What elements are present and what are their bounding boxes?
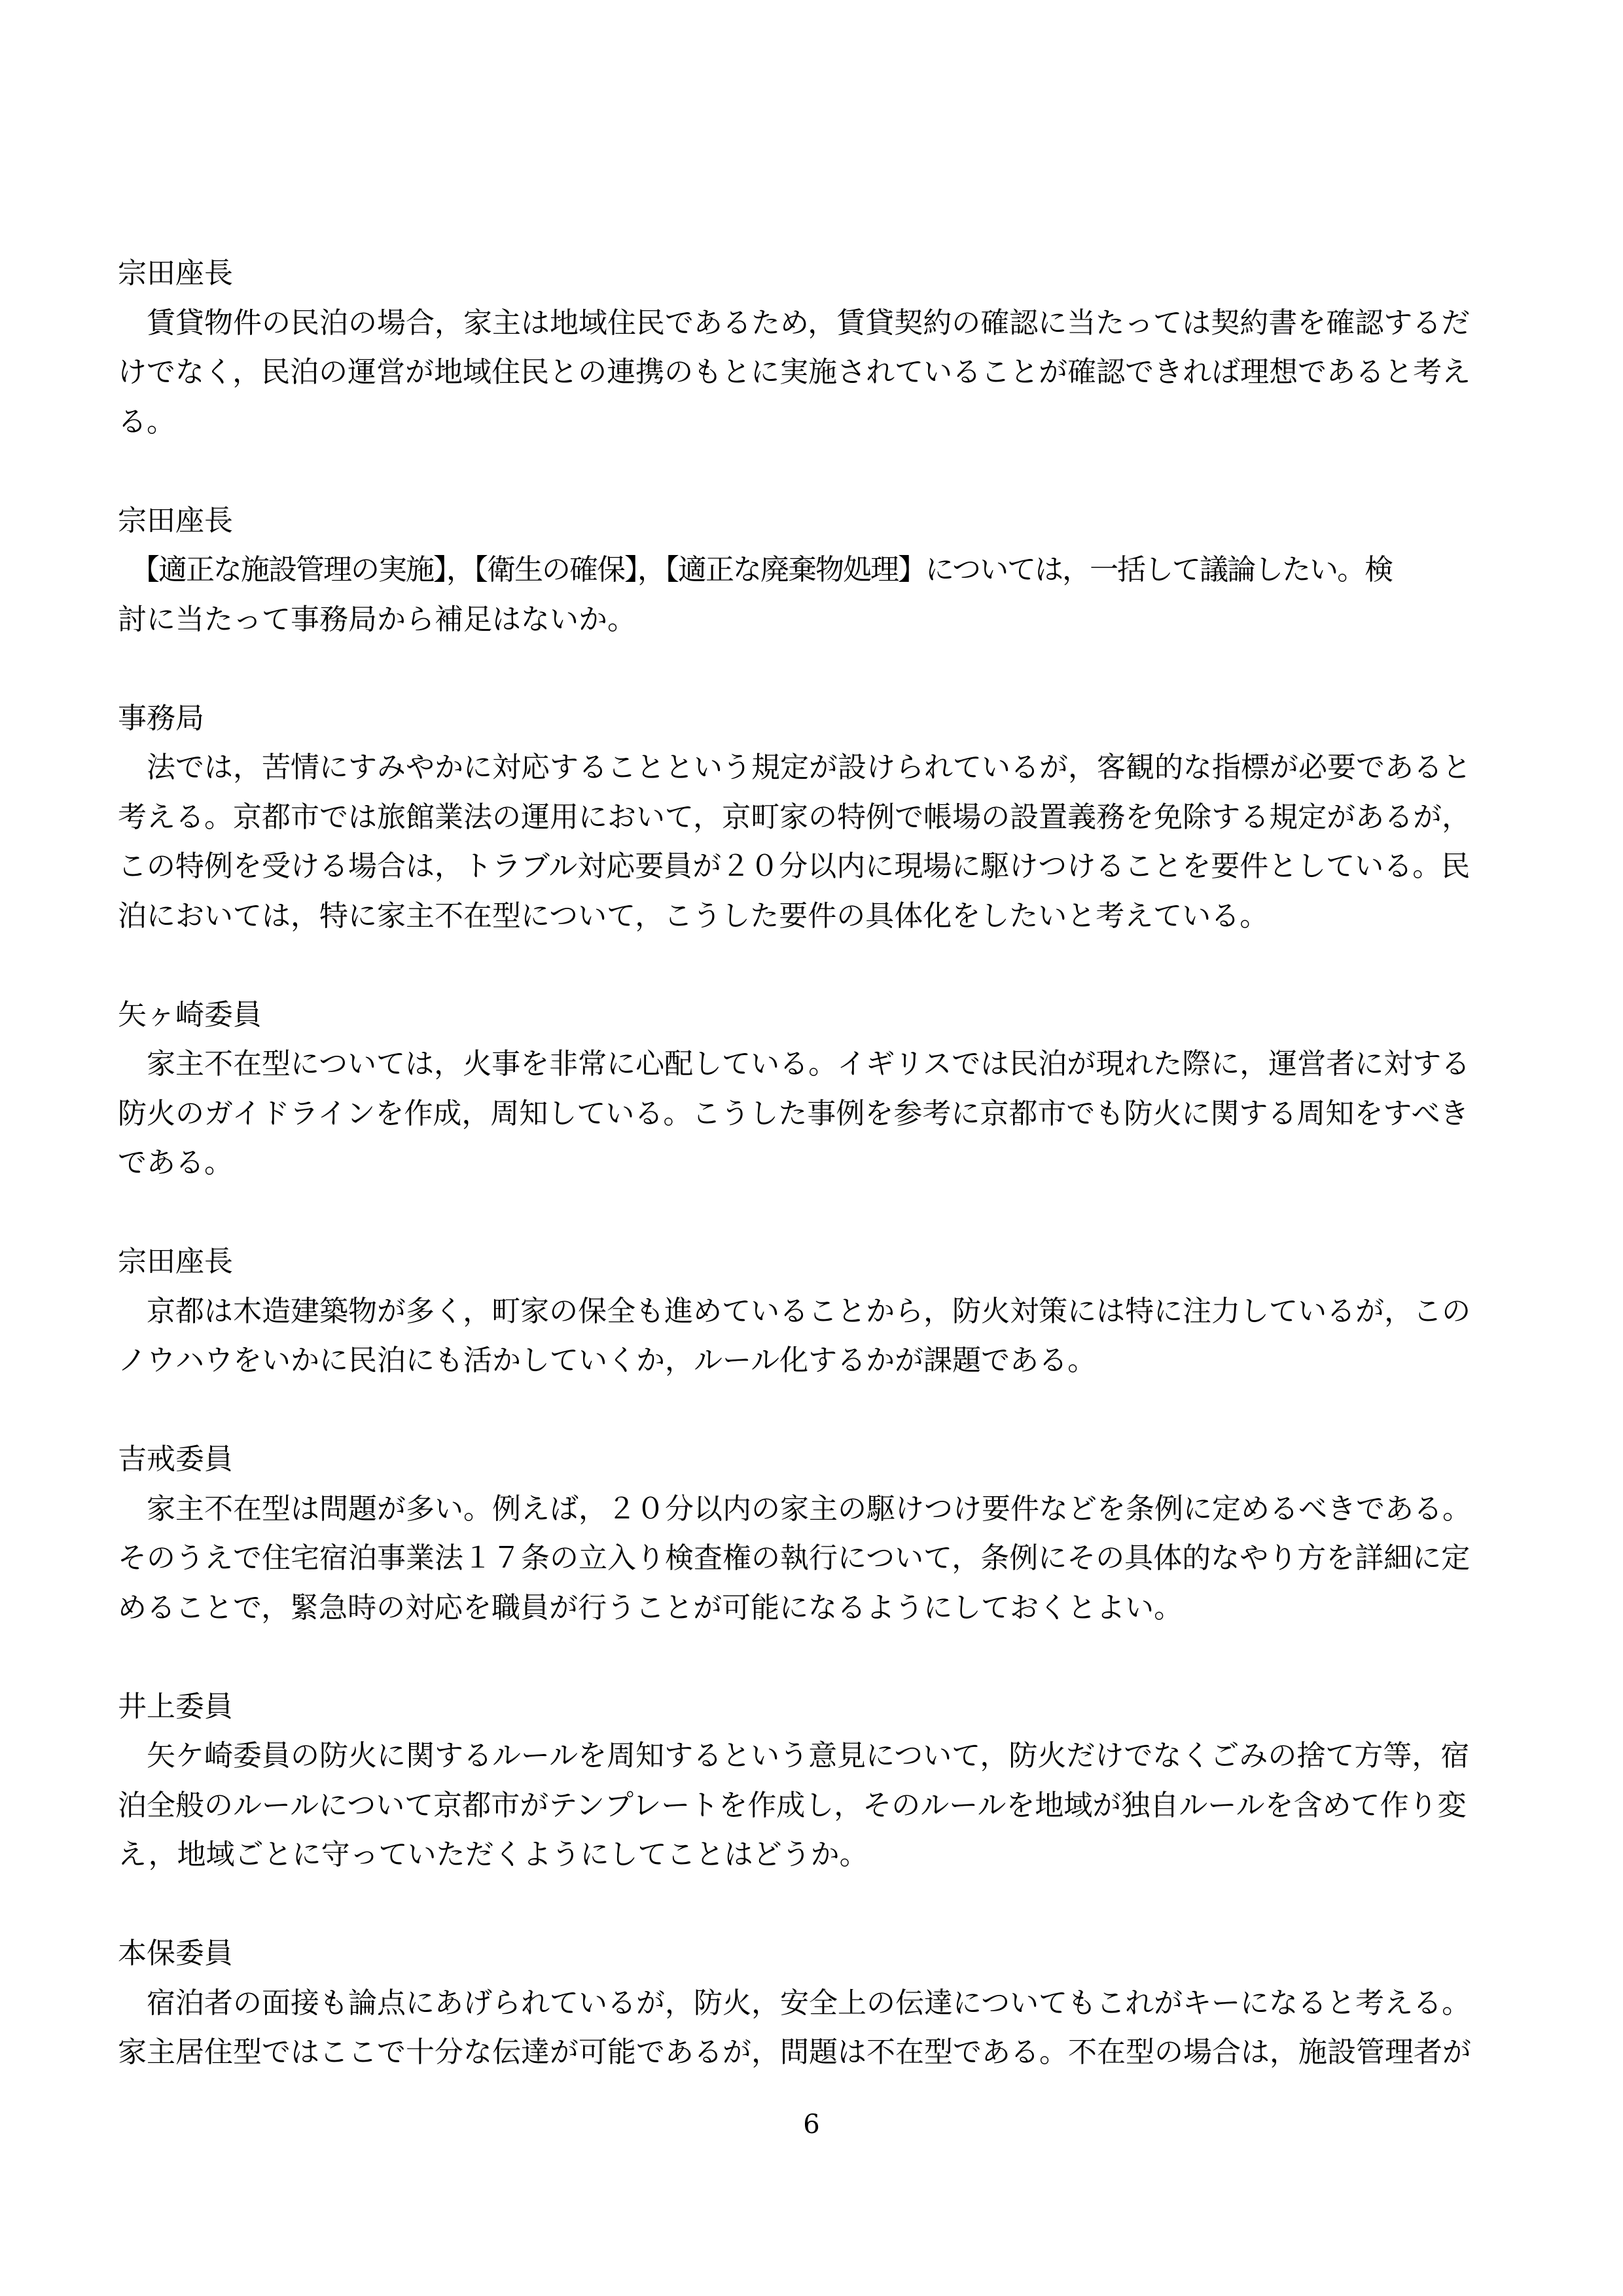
statement-line: 防火のガイドラインを作成，周知している。こうした事例を参考に京都市でも防火に関する周知をすべき [118, 1096, 1469, 1130]
statement-line: る。 [118, 404, 175, 439]
statement-line: この特例を受ける場合は，トラブル対応要員が２０分以内に現場に駆けつけることを要件としている。民 [118, 850, 1471, 883]
statement-line: 矢ケ崎委員の防火に関するルールを周知するという意見について，防火だけでなくごみの捨て方等，宿 [118, 1739, 1470, 1772]
speaker-name: 宗田座長 [118, 257, 233, 290]
statement-line: 家主居住型ではここで十分な伝達が可能であるが，問題は不在型である。不在型の場合は，施設管理者が [118, 2036, 1471, 2069]
speaker-name: 本保委員 [118, 1937, 233, 1970]
statement-line: 京都は木造建築物が多く，町家の保全も進めていることから，防火対策には特に注力しているが，この [118, 1294, 1471, 1328]
statement-line: 賃貸物件の民泊の場合，家主は地域住民であるため，賃貸契約の確認に当たっては契約書を確認するだ [118, 306, 1471, 340]
speaker-name: 井上委員 [118, 1689, 233, 1723]
statement-line: ノウハウをいかに民泊にも活かしていくか，ルール化するかが課題である。 [118, 1344, 1097, 1377]
speaker-name: 宗田座長 [118, 1245, 233, 1278]
statement-line: である。 [118, 1146, 233, 1179]
statement-line: めることで，緊急時の対応を職員が行うことが可能になるようにしておくとよい。 [118, 1590, 1183, 1624]
statement-line: え，地域ごとに守っていただくようにしてことはどうか。 [118, 1838, 868, 1871]
speaker-block [118, 990, 1486, 1188]
statement-line: 宿泊者の面接も論点にあげられているが，防火，安全上の伝達についてもこれがキーになると考える。 [118, 1986, 1471, 2020]
statement-line: けでなく，民泊の運営が地域住民との連携のもとに実施されていることが確認できれば理想であると考え [118, 355, 1471, 389]
statement-line: 泊全般のルールについて京都市がテンプレートを作成し，そのルールを地域が独自ルールを含めて作り変 [118, 1788, 1467, 1822]
speaker-name: 宗田座長 [118, 503, 233, 537]
statement-line: 考える。京都市では旅館業法の運用において，京町家の特例で帳場の設置義務を免除する規定があるが， [118, 800, 1471, 834]
minutes-body [118, 249, 1486, 2077]
speaker-block [118, 249, 1486, 446]
statement-line: そのうえで住宅宿泊事業法１７条の立入り検査権の執行について，条例にその具体的なやり方を詳細に定 [118, 1541, 1471, 1575]
statement-line: 討に当たって事務局から補足はないか。 [118, 602, 636, 636]
statement-line: 家主不在型については，火事を非常に心配している。イギリスでは民泊が現れた際に，運営者に対する [118, 1047, 1471, 1081]
speaker-block [118, 496, 1486, 645]
speaker-block [118, 1929, 1486, 2077]
speaker-block [118, 1237, 1486, 1386]
speaker-block [118, 694, 1486, 941]
statement-line: 【適正な施設管理の実施】，【衛生の確保】，【適正な廃棄物処理】については，一括して議論したい。検 [118, 553, 1393, 586]
statement-line: 法では，苦情にすみやかに対応することという規定が設けられているが，客観的な指標が必要であると [118, 751, 1471, 784]
statement-line: 家主不在型は問題が多い。例えば，２０分以内の家主の駆けつけ要件などを条例に定めるべきである。 [118, 1492, 1471, 1526]
speaker-name: 吉戒委員 [118, 1443, 233, 1476]
speaker-block [118, 1435, 1486, 1632]
statement-line: 泊においては，特に家主不在型について，こうした要件の具体化をしたいと考えている。 [118, 899, 1269, 933]
speaker-name: 矢ヶ崎委員 [118, 997, 262, 1031]
page-number: 6 [803, 2109, 820, 2140]
speaker-block [118, 1682, 1486, 1880]
speaker-name: 事務局 [118, 701, 204, 735]
